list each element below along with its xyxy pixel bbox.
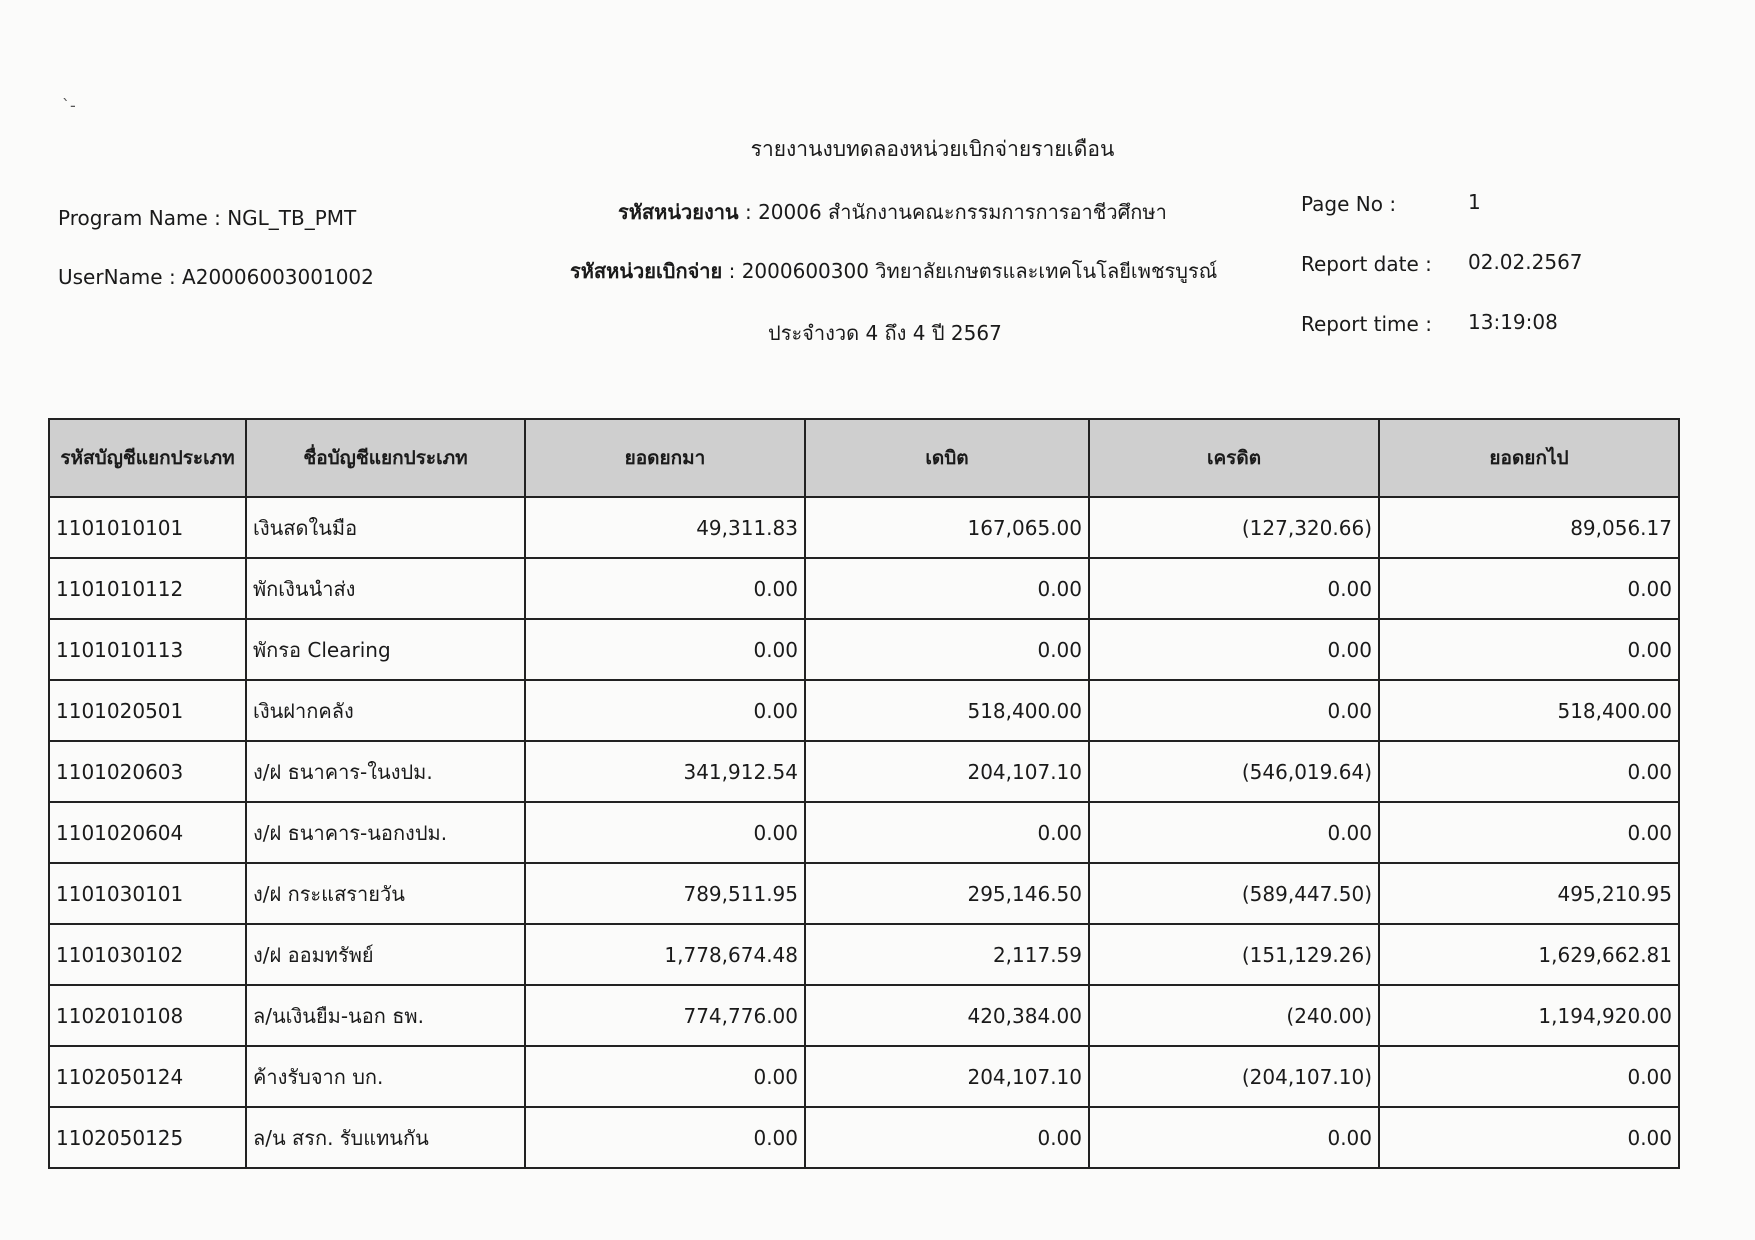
debit-cell: 167,065.00	[805, 497, 1089, 558]
opening-balance-cell: 789,511.95	[525, 863, 805, 924]
report-date-value: 02.02.2567	[1468, 250, 1583, 274]
account-name-cell: ล/น สรก. รับแทนกัน	[246, 1107, 525, 1168]
header-account-name: ชื่อบัญชีแยกประเภท	[246, 419, 525, 497]
table-row	[49, 558, 1679, 619]
closing-balance-cell: 0.00	[1379, 558, 1679, 619]
opening-balance-cell: 0.00	[525, 1107, 805, 1168]
debit-cell: 0.00	[805, 802, 1089, 863]
debit-cell: 420,384.00	[805, 985, 1089, 1046]
debit-cell: 204,107.10	[805, 741, 1089, 802]
credit-cell: 0.00	[1089, 1107, 1379, 1168]
table-header-row	[49, 419, 1679, 497]
header-closing-balance: ยอดยกไป	[1379, 419, 1679, 497]
account-code-cell: 1102010108	[49, 985, 246, 1046]
account-name-cell: พักรอ Clearing	[246, 619, 525, 680]
opening-balance-cell: 774,776.00	[525, 985, 805, 1046]
account-name-cell: เงินฝากคลัง	[246, 680, 525, 741]
table-row	[49, 680, 1679, 741]
opening-balance-cell: 0.00	[525, 802, 805, 863]
trial-balance-table	[48, 418, 1680, 1169]
account-name-cell: ง/ฝ ธนาคาร-นอกงปม.	[246, 802, 525, 863]
debit-cell: 0.00	[805, 619, 1089, 680]
closing-balance-cell: 1,194,920.00	[1379, 985, 1679, 1046]
opening-balance-cell: 1,778,674.48	[525, 924, 805, 985]
account-name-cell: เงินสดในมือ	[246, 497, 525, 558]
credit-cell: 0.00	[1089, 619, 1379, 680]
agency-value: : 20006 สำนักงานคณะกรรมการการอาชีวศึกษา	[738, 200, 1167, 224]
debit-cell: 295,146.50	[805, 863, 1089, 924]
debit-cell: 518,400.00	[805, 680, 1089, 741]
closing-balance-cell: 1,629,662.81	[1379, 924, 1679, 985]
account-name-cell: ง/ฝ ธนาคาร-ในงปม.	[246, 741, 525, 802]
account-name-cell: ง/ฝ ออมทรัพย์	[246, 924, 525, 985]
credit-cell: 0.00	[1089, 558, 1379, 619]
table-row	[49, 619, 1679, 680]
opening-balance-cell: 0.00	[525, 680, 805, 741]
closing-balance-cell: 495,210.95	[1379, 863, 1679, 924]
credit-cell: (546,019.64)	[1089, 741, 1379, 802]
report-title: รายงานงบทดลองหน่วยเบิกจ่ายรายเดือน	[750, 137, 1115, 161]
header-account-code: รหัสบัญชีแยกประเภท	[49, 419, 246, 497]
account-code-cell: 1101010112	[49, 558, 246, 619]
account-code-cell: 1101020501	[49, 680, 246, 741]
page-no-value: 1	[1468, 190, 1481, 214]
account-code-cell: 1101020603	[49, 741, 246, 802]
opening-balance-cell: 341,912.54	[525, 741, 805, 802]
debit-cell: 204,107.10	[805, 1046, 1089, 1107]
table-row	[49, 985, 1679, 1046]
opening-balance-cell: 0.00	[525, 1046, 805, 1107]
account-code-cell: 1101020604	[49, 802, 246, 863]
program-name: Program Name : NGL_TB_PMT	[58, 206, 357, 230]
account-code-cell: 1101010101	[49, 497, 246, 558]
closing-balance-cell: 0.00	[1379, 619, 1679, 680]
disbursing-value: : 2000600300 วิทยาลัยเกษตรและเทคโนโลยีเพชรบูรณ์	[722, 259, 1218, 283]
disbursing-label: รหัสหน่วยเบิกจ่าย	[570, 259, 723, 283]
credit-cell: (204,107.10)	[1089, 1046, 1379, 1107]
account-code-cell: 1101030101	[49, 863, 246, 924]
closing-balance-cell: 0.00	[1379, 1046, 1679, 1107]
report-date-label: Report date :	[1301, 252, 1432, 276]
closing-balance-cell: 0.00	[1379, 802, 1679, 863]
account-name-cell: ง/ฝ กระแสรายวัน	[246, 863, 525, 924]
account-name-cell: ค้างรับจาก บก.	[246, 1046, 525, 1107]
table-row	[49, 802, 1679, 863]
closing-balance-cell: 0.00	[1379, 1107, 1679, 1168]
opening-balance-cell: 0.00	[525, 558, 805, 619]
credit-cell: 0.00	[1089, 680, 1379, 741]
agency-label: รหัสหน่วยงาน	[618, 200, 739, 224]
table-row	[49, 1107, 1679, 1168]
opening-balance-cell: 0.00	[525, 619, 805, 680]
page-no-label: Page No :	[1301, 192, 1397, 216]
opening-balance-cell: 49,311.83	[525, 497, 805, 558]
table-row	[49, 1046, 1679, 1107]
closing-balance-cell: 518,400.00	[1379, 680, 1679, 741]
header-opening-balance: ยอดยกมา	[525, 419, 805, 497]
credit-cell: (240.00)	[1089, 985, 1379, 1046]
header-credit: เครดิต	[1089, 419, 1379, 497]
table-row	[49, 741, 1679, 802]
table-row	[49, 924, 1679, 985]
period-line: ประจำงวด 4 ถึง 4 ปี 2567	[768, 321, 1002, 345]
closing-balance-cell: 0.00	[1379, 741, 1679, 802]
user-name: UserName : A20006003001002	[58, 265, 374, 289]
report-time-label: Report time :	[1301, 312, 1432, 336]
account-code-cell: 1102050125	[49, 1107, 246, 1168]
agency-line	[618, 196, 1167, 228]
credit-cell: (589,447.50)	[1089, 863, 1379, 924]
debit-cell: 2,117.59	[805, 924, 1089, 985]
credit-cell: (151,129.26)	[1089, 924, 1379, 985]
table-row	[49, 863, 1679, 924]
credit-cell: 0.00	[1089, 802, 1379, 863]
table-row	[49, 497, 1679, 558]
debit-cell: 0.00	[805, 558, 1089, 619]
scan-mark: ˋ‐	[62, 96, 76, 115]
account-name-cell: ล/นเงินยืม-นอก ธพ.	[246, 985, 525, 1046]
account-code-cell: 1101030102	[49, 924, 246, 985]
disbursing-line	[570, 255, 1217, 287]
report-time-value: 13:19:08	[1468, 310, 1558, 334]
credit-cell: (127,320.66)	[1089, 497, 1379, 558]
account-code-cell: 1102050124	[49, 1046, 246, 1107]
header-debit: เดบิต	[805, 419, 1089, 497]
debit-cell: 0.00	[805, 1107, 1089, 1168]
account-name-cell: พักเงินนำส่ง	[246, 558, 525, 619]
closing-balance-cell: 89,056.17	[1379, 497, 1679, 558]
account-code-cell: 1101010113	[49, 619, 246, 680]
